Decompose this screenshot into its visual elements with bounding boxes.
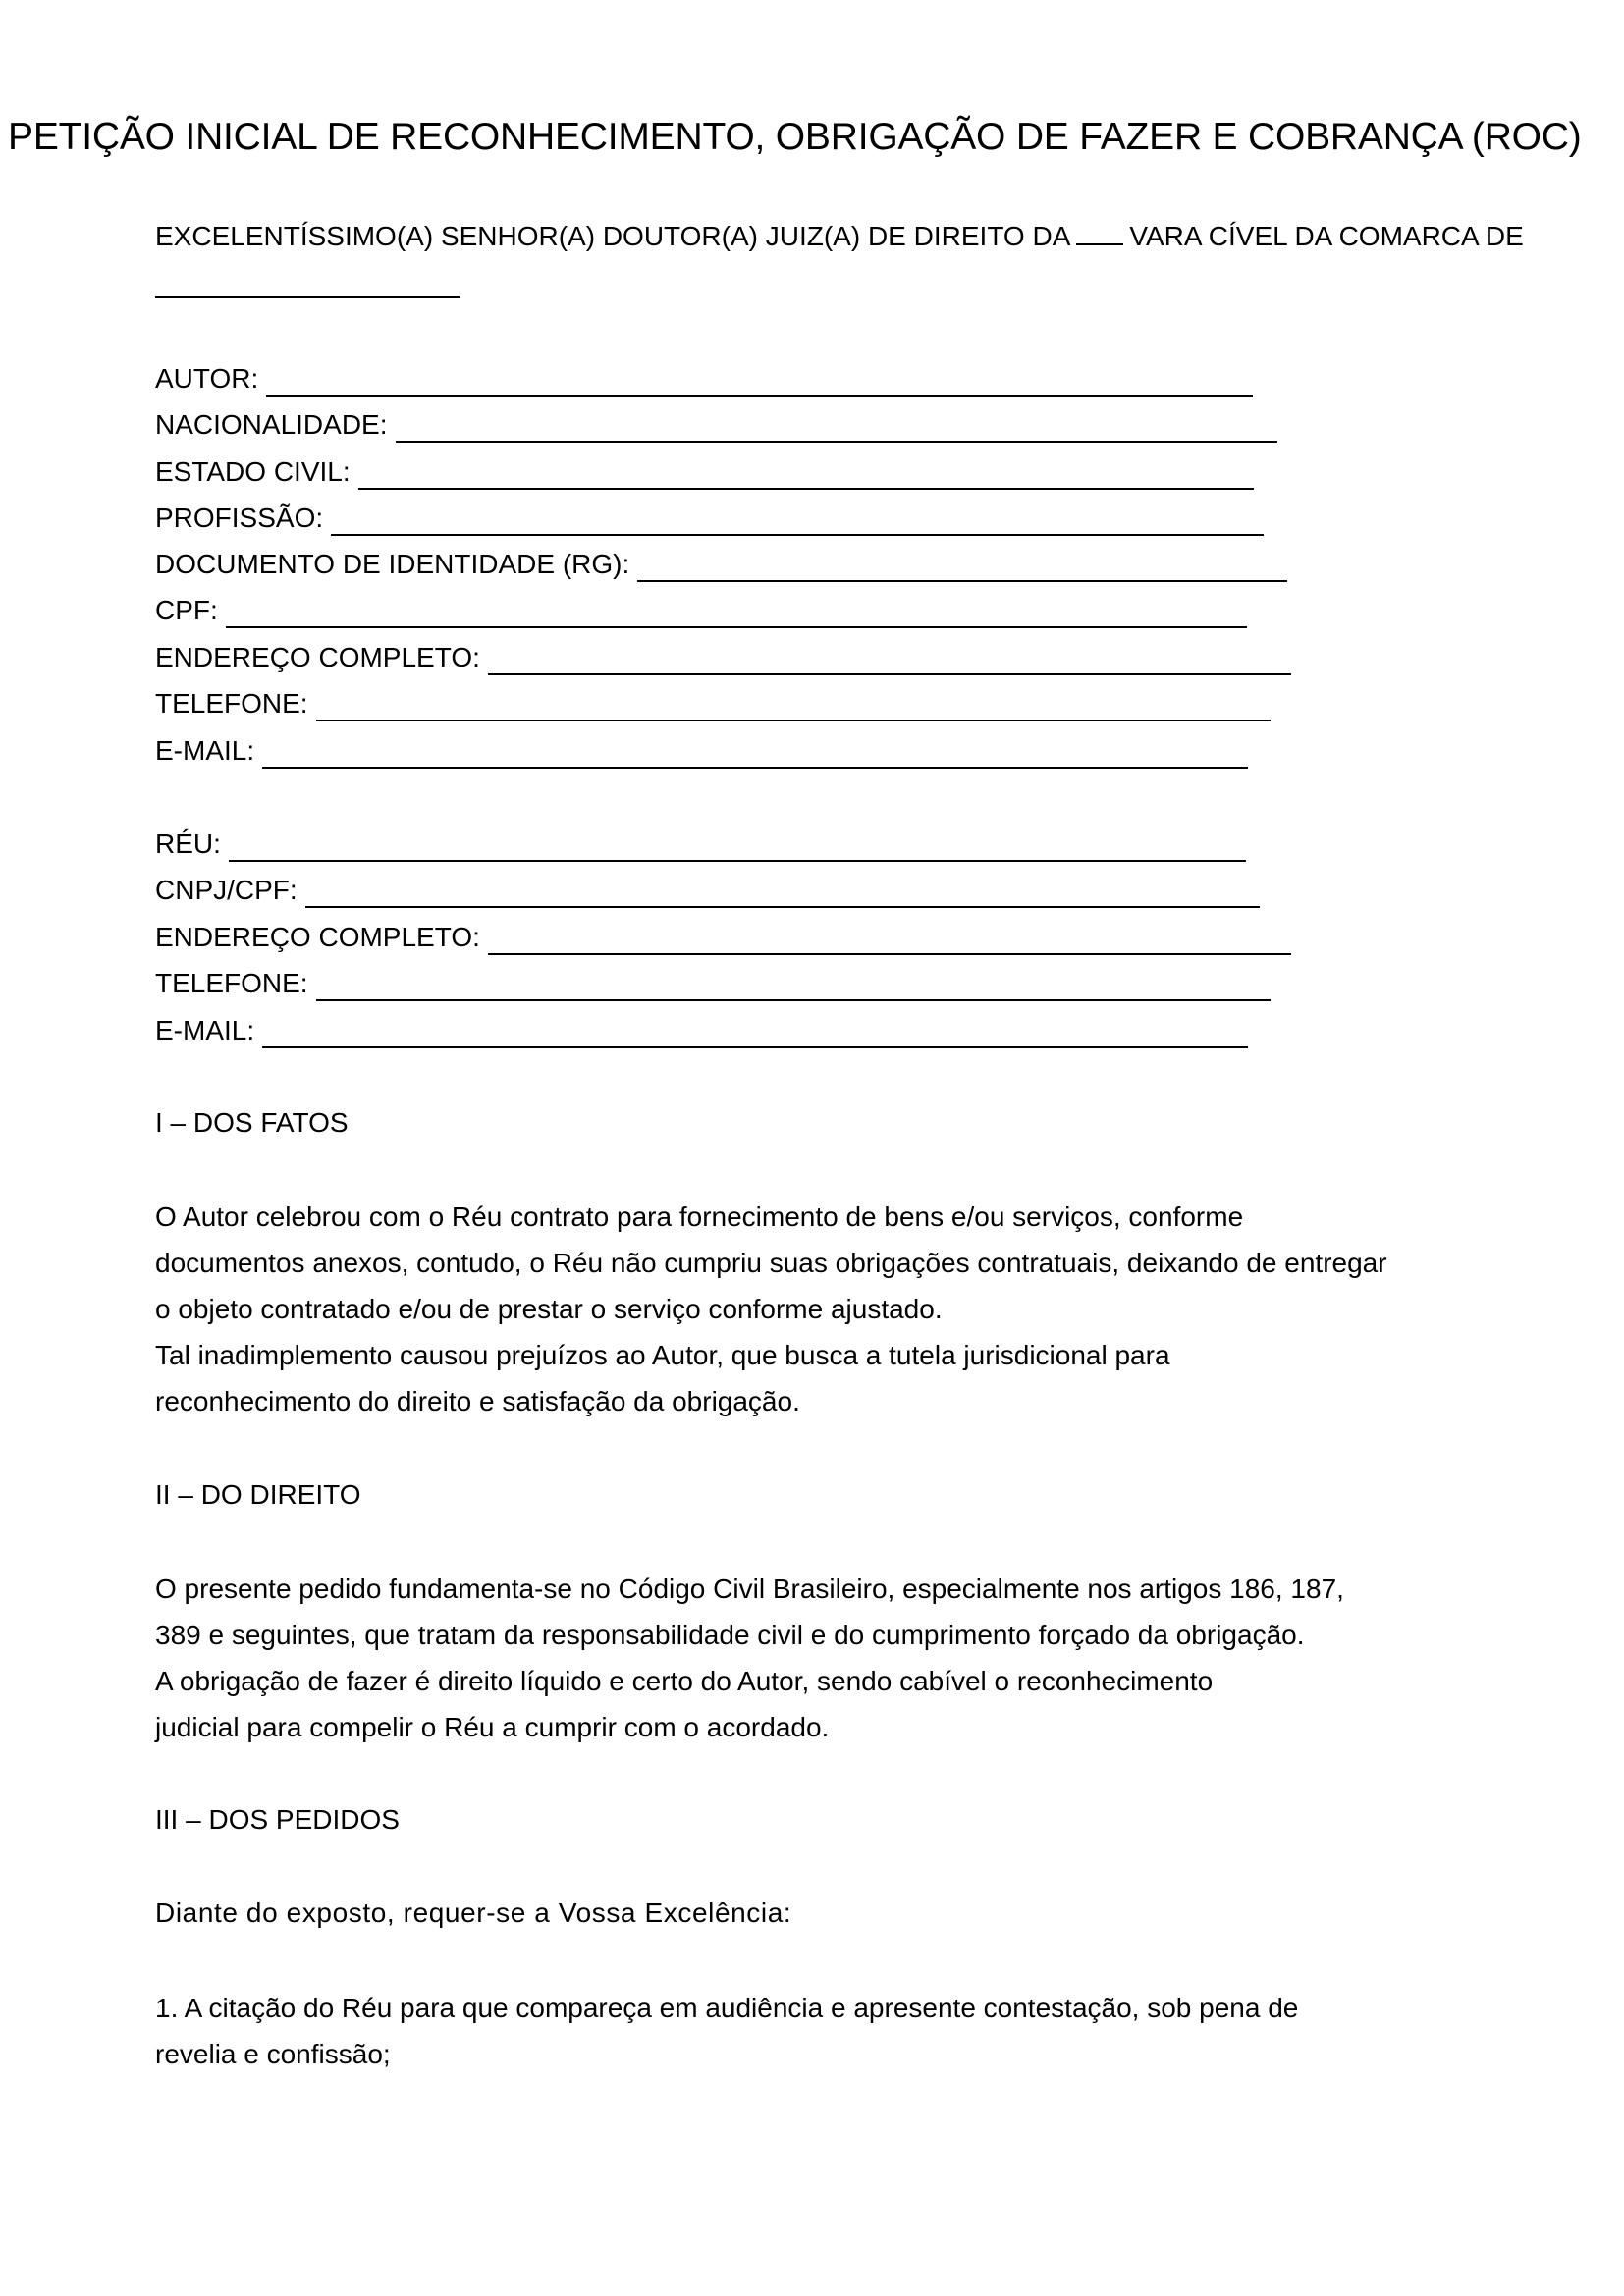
defendant-field <box>155 827 1246 862</box>
nationality-field <box>155 407 1277 443</box>
document-title: PETIÇÃO INICIAL DE RECONHECIMENTO, OBRIGAÇÃO DE FAZER E COBRANÇA (ROC) <box>8 116 1582 158</box>
cpf-field <box>155 593 1247 628</box>
author-address-input[interactable] <box>488 648 1291 675</box>
cpf-input[interactable] <box>226 601 1247 628</box>
requests-heading: III – DOS PEDIDOS <box>155 1804 400 1835</box>
author-phone-input[interactable] <box>316 694 1271 721</box>
facts-line: O Autor celebrou com o Réu contrato para fornecimento de bens e/ou serviços, conforme <box>155 1201 1244 1232</box>
request-line: 1. A citação do Réu para que compareça em audiência e apresente contestação, sob pena de <box>155 1993 1299 2023</box>
defendant-address-label: ENDEREÇO COMPLETO: <box>155 922 480 952</box>
defendant-input[interactable] <box>229 834 1246 862</box>
defendant-phone-input[interactable] <box>316 974 1271 1001</box>
request-line: revelia e confissão; <box>155 2039 391 2069</box>
addressee-part2: VARA CÍVEL DA COMARCA DE <box>1129 221 1524 251</box>
marital-status-label: ESTADO CIVIL: <box>155 456 351 487</box>
addressee-line <box>155 219 1524 254</box>
facts-line: reconhecimento do direito e satisfação da obrigação. <box>155 1386 800 1416</box>
profession-label: PROFISSÃO: <box>155 503 324 533</box>
requests-intro: Diante do exposto, requer-se a Vossa Excelência: <box>155 1897 792 1928</box>
author-input[interactable] <box>266 369 1253 397</box>
defendant-phone-label: TELEFONE: <box>155 968 308 998</box>
law-line: 389 e seguintes, que tratam da responsabilidade civil e do cumprimento forçado da obrigação. <box>155 1620 1305 1650</box>
cnpj-cpf-input[interactable] <box>305 881 1260 908</box>
profession-input[interactable] <box>331 508 1264 536</box>
author-phone-label: TELEFONE: <box>155 688 308 719</box>
facts-paragraph <box>155 1194 1471 1424</box>
author-email-field <box>155 733 1248 769</box>
defendant-email-input[interactable] <box>262 1021 1248 1048</box>
rg-input[interactable] <box>637 555 1287 582</box>
facts-line: Tal inadimplemento causou prejuízos ao Autor, que busca a tutela jurisdicional para <box>155 1340 1170 1370</box>
law-line: A obrigação de fazer é direito líquido e certo do Autor, sendo cabível o reconhecimento <box>155 1666 1214 1696</box>
author-label: AUTOR: <box>155 363 259 394</box>
defendant-email-label: E-MAIL: <box>155 1015 255 1045</box>
nationality-label: NACIONALIDADE: <box>155 409 388 440</box>
law-paragraph <box>155 1566 1471 1750</box>
author-field <box>155 361 1253 397</box>
law-heading: II – DO DIREITO <box>155 1479 361 1510</box>
facts-line: documentos anexos, contudo, o Réu não cumpriu suas obrigações contratuais, deixando de entregar <box>155 1248 1387 1278</box>
author-email-input[interactable] <box>262 741 1248 769</box>
cpf-label: CPF: <box>155 595 218 625</box>
rg-label: DOCUMENTO DE IDENTIDADE (RG): <box>155 549 630 579</box>
comarca-field[interactable] <box>155 296 460 298</box>
marital-status-field <box>155 454 1254 490</box>
marital-status-input[interactable] <box>358 462 1254 490</box>
cnpj-cpf-label: CNPJ/CPF: <box>155 875 298 905</box>
facts-heading: I – DOS FATOS <box>155 1107 349 1138</box>
author-address-label: ENDEREÇO COMPLETO: <box>155 642 480 672</box>
defendant-email-field <box>155 1013 1248 1048</box>
defendant-address-input[interactable] <box>488 928 1291 955</box>
defendant-phone-field <box>155 966 1271 1001</box>
defendant-address-field <box>155 920 1291 955</box>
court-number-field[interactable] <box>1076 220 1123 245</box>
law-line: O presente pedido fundamenta-se no Código Civil Brasileiro, especialmente nos artigos 186, 187, <box>155 1574 1344 1604</box>
cnpj-cpf-field <box>155 873 1260 908</box>
author-phone-field <box>155 686 1271 721</box>
addressee-part1: EXCELENTÍSSIMO(A) SENHOR(A) DOUTOR(A) JUIZ(A) DE DIREITO DA <box>155 221 1071 251</box>
author-address-field <box>155 640 1291 675</box>
request-item-1 <box>155 1985 1471 2077</box>
defendant-label: RÉU: <box>155 828 221 859</box>
facts-line: o objeto contratado e/ou de prestar o serviço conforme ajustado. <box>155 1294 943 1324</box>
rg-field <box>155 547 1287 582</box>
author-email-label: E-MAIL: <box>155 735 255 766</box>
nationality-input[interactable] <box>396 415 1277 443</box>
law-line: judicial para compelir o Réu a cumprir com o acordado. <box>155 1712 830 1742</box>
profession-field <box>155 501 1264 536</box>
